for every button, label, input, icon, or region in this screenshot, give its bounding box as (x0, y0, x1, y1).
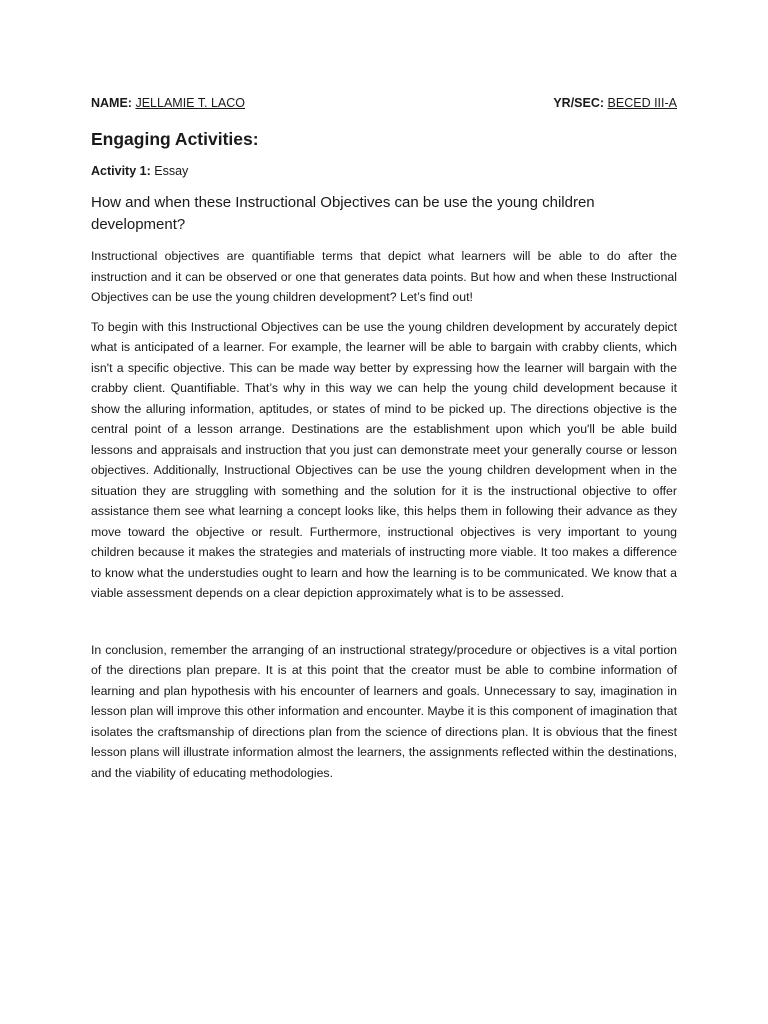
paragraph-intro: Instructional objectives are quantifiable terms that depict what learners will be able to do after the instruction and it can be observed or one that generates data points. But how and when these Instructional Objectives can be use the young children development? Let’s find out! (91, 249, 677, 304)
activity-type: Essay (154, 164, 189, 178)
page-title: Engaging Activities: (91, 129, 259, 149)
name-label: NAME: (91, 96, 132, 110)
essay-question: How and when these Instructional Objectives can be use the young children development? (91, 194, 595, 233)
yrsec-label: YR/SEC: (553, 96, 605, 110)
paragraph-body: To begin with this Instructional Objectives can be use the young children development by accurately depict what is anticipated of a learner. For example, the learner will be able to bargain with crabby clients, which isn't a specific objective. This can be made way better by expressing how the learner will bargain with the crabby client. Quantifiable. That’s why in this way we can help the young child development because it show the alluring information, aptitudes, or states of mind to be picked up. The directions objective is the central point of a lesson arrange. Destinations are the establishment upon which you'll be able build lessons and appraisals and instruction that you just can demonstrate meet your generally course or lesson objectives. Additionally, Instructional Objectives can be use the young children development when in the situation they are struggling with something and the solution for it is the instructional objective to offer assistance them see what learning a concept looks like, this helps them in following their advance as they move toward the objective or result. Furthermore, instructional objectives is very important to young children because it makes the strategies and materials of instructing more viable. It too makes a difference to know what the understudies ought to learn and how the learning is to be communicated. We know that a viable assessment depends on a clear depiction approximately what is to be assessed. (91, 319, 677, 600)
activity-line (91, 162, 677, 180)
name-value: JELLAMIE T. LACO (135, 96, 245, 110)
yrsec-value: BECED III-A (607, 96, 677, 110)
paragraph-conclusion: In conclusion, remember the arranging of an instructional strategy/procedure or objectives is a vital portion of the directions plan prepare. It is at this point that the creator must be able to combine information of learning and plan hypothesis with his encounter of learners and goals. Unnecessary to say, imagination in lesson plan will improve this other information and encounter. Maybe it is this component of imagination that isolates the craftsmanship of directions plan from the science of directions plan. It is obvious that the finest lesson plans will illustrate information almost the learners, the assignments reflected within the destinations, and the viability of educating methodologies. (91, 642, 677, 780)
yrsec-field (553, 94, 677, 112)
activity-label: Activity 1: (91, 164, 151, 178)
name-field (91, 94, 245, 112)
document-page (91, 94, 677, 783)
header-row (91, 94, 677, 112)
